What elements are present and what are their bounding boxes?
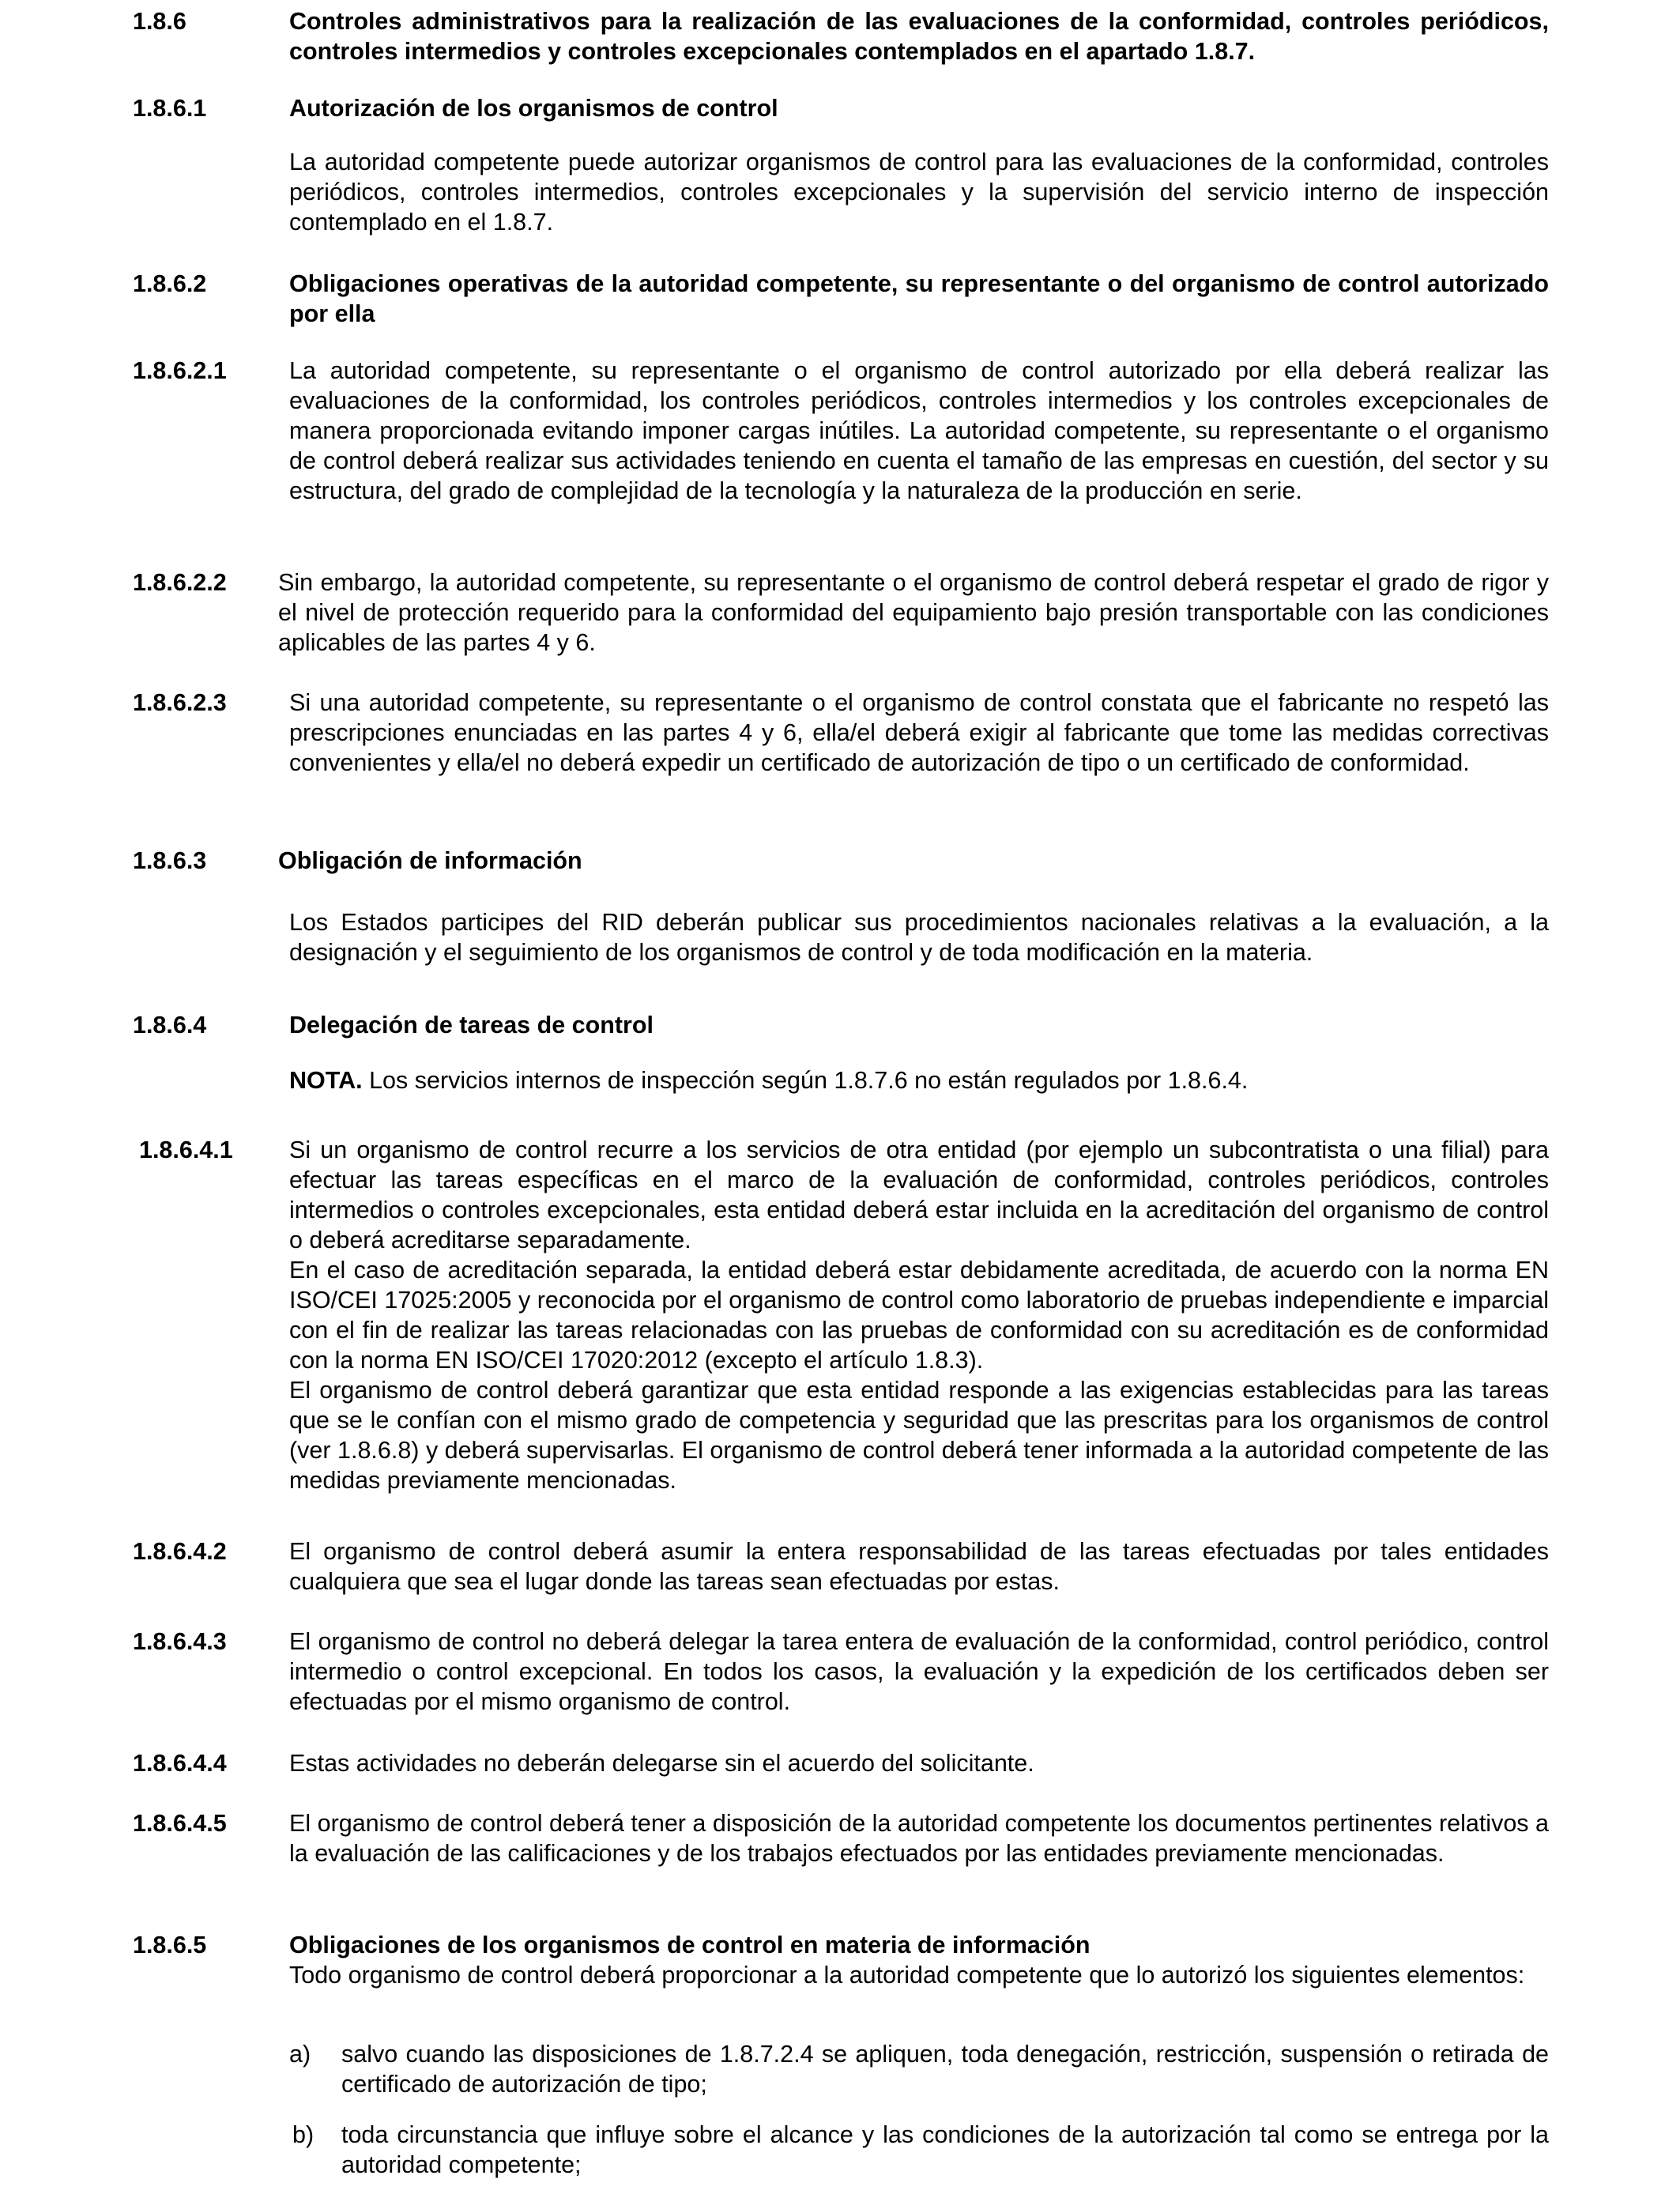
section-number: 1.8.6.4.4 [133,1750,227,1777]
section-paragraph: Si una autoridad competente, su representante o el organismo de control constata que el fabricante no respetó las prescripciones enunciadas en las partes 4 y 6, ella/el deberá exigir al fabricante que tome las medidas correctivas convenientes y ella/el no deberá expedir un certificado de autorización de tipo o un certificado de conformidad. [289,689,1549,776]
list-item [289,2039,1549,2099]
section-number: 1.8.6.2.3 [133,689,227,716]
section-number: 1.8.6.4.3 [133,1628,227,1655]
list-item-label: a) [289,2041,311,2068]
section-paragraph: La autoridad competente, su representante o el organismo de control autorizado por ella deberá realizar las evaluaciones de la conformidad, los controles periódicos, controles intermedios y los controles excepcionales de manera proporcionada evitando imponer cargas inútiles. La autoridad competente, su representante o el organismo de control deberá realizar sus actividades teniendo en cuenta el tamaño de las empresas en cuestión, del sector y su estructura, del grado de complejidad de la tecnología y la naturaleza de la producción en serie. [289,357,1549,504]
list-item-label: b) [292,2121,315,2148]
paragraph-line-group: El organismo de control deberá garantizar que esta entidad responde a las exigencias establecidas para las tareas que se le confían con el mismo grado de competencia y seguridad que las prescritas para los organismos de control (ver 1.8.6.8) y deberá supervisarlas. El organismo de control deberá tener informada a la autoridad competente de las medidas previamente mencionadas. [289,1377,1549,1494]
section-number: 1.8.6.4.2 [133,1538,227,1565]
paragraph-line-group: Si un organismo de control recurre a los servicios de otra entidad (por ejemplo un subcontratista o una filial) para efectuar las tareas específicas en el marco de la evaluación de conformidad, controles periódicos, controles intermedios o controles excepcionales, esta entidad deberá estar incluida en la acreditación del organismo de control o deberá acreditarse separadamente. [289,1137,1549,1253]
section-number: 1.8.6.2.2 [133,569,227,596]
section-number: 1.8.6 [133,8,186,35]
section-number: 1.8.6.3 [133,847,207,874]
section-paragraph: Sin embargo, la autoridad competente, su representante o el organismo de control deberá respetar el grado de rigor y el nivel de protección requerido para la conformidad del equipamiento bajo presión transportable con las condiciones aplicables de las partes 4 y 6. [278,569,1549,656]
section-paragraph: Estas actividades no deberán delegarse sin el acuerdo del solicitante. [289,1750,1034,1777]
section-paragraph [289,1135,1549,1495]
section-paragraph: Todo organismo de control deberá proporcionar a la autoridad competente que lo autorizó los siguientes elementos: [289,1962,1525,1989]
section-paragraph: El organismo de control deberá tener a disposición de la autoridad competente los documentos pertinentes relativos a la evaluación de las calificaciones y de los trabajos efectuados por las entidades previamente mencionadas. [289,1810,1549,1867]
section-paragraph: Los Estados participes del RID deberán publicar sus procedimientos nacionales relativas a la evaluación, a la designación y el seguimiento de los organismos de control y de toda modificación en la materia. [289,909,1549,966]
section-paragraph: El organismo de control deberá asumir la entera responsabilidad de las tareas efectuadas por tales entidades cualquiera que sea el lugar donde las tareas sean efectuadas por estas. [289,1538,1549,1595]
section-heading: Controles administrativos para la realización de las evaluaciones de la conformidad, controles periódicos, controles intermedios y controles excepcionales contemplados en el apartado 1.8.7. [289,8,1549,65]
section-number: 1.8.6.2 [133,270,207,297]
note-label: NOTA. [289,1067,363,1094]
note-text: Los servicios internos de inspección según 1.8.7.6 no están regulados por 1.8.6.4. [362,1067,1249,1094]
section-number: 1.8.6.4.1 [139,1137,233,1163]
section-number: 1.8.6.4.5 [133,1810,227,1837]
section-heading: Obligaciones operativas de la autoridad competente, su representante o del organismo de control autorizado por ella [289,270,1549,327]
list-item [289,2120,1549,2180]
section-heading: Delegación de tareas de control [289,1012,654,1039]
section-heading: Obligaciones de los organismos de control en materia de información [289,1932,1090,1958]
section-number: 1.8.6.2.1 [133,357,227,384]
list-item-text: salvo cuando las disposiciones de 1.8.7.2.4 se apliquen, toda denegación, restricción, suspensión o retirada de certificado de autorización de tipo; [341,2041,1549,2098]
section-paragraph: El organismo de control no deberá delegar la tarea entera de evaluación de la conformidad, control periódico, control intermedio o control excepcional. En todos los casos, la evaluación y la expedición de los certificados deben ser efectuadas por el mismo organismo de control. [289,1628,1549,1715]
paragraph-line-group: En el caso de acreditación separada, la entidad deberá estar debidamente acreditada, de acuerdo con la norma EN ISO/CEI 17025:2005 y reconocida por el organismo de control como laboratorio de pruebas independiente e imparcial con el fin de realizar las tareas relacionadas con las pruebas de conformidad con su acreditación es de conformidad con la norma EN ISO/CEI 17020:2012 (excepto el artículo 1.8.3). [289,1257,1549,1374]
section-number: 1.8.6.1 [133,95,207,122]
section-heading: Autorización de los organismos de control [289,95,778,122]
section-paragraph: La autoridad competente puede autorizar organismos de control para las evaluaciones de la conformidad, controles periódicos, controles intermedios, controles excepcionales y la supervisión del servicio interno de inspección contemplado en el 1.8.7. [289,149,1549,236]
list-item-text: toda circunstancia que influye sobre el alcance y las condiciones de la autorización tal como se entrega por la autoridad competente; [341,2121,1549,2178]
note-paragraph [289,1065,1549,1095]
section-number: 1.8.6.5 [133,1932,207,1958]
section-heading: Obligación de información [278,847,582,874]
section-number: 1.8.6.4 [133,1012,207,1039]
